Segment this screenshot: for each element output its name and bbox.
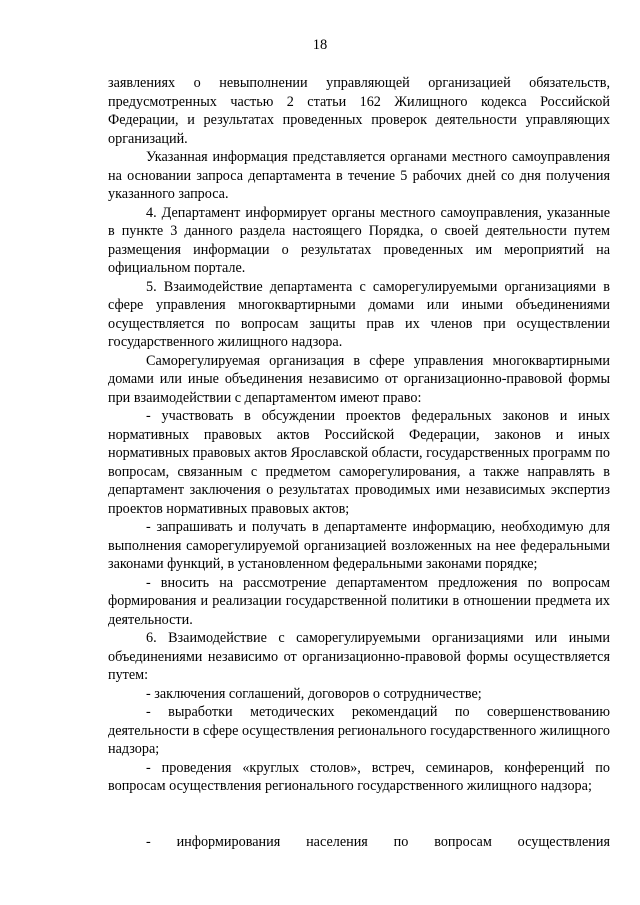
paragraph: 5. Взаимодействие департамента с саморегулируемыми организациями в сфере управления многоквартирными домами или иными объединениями осуществляется по вопросам защиты прав их членов при осуществлении государственного жилищного надзора. xyxy=(108,278,610,350)
page-number: 18 xyxy=(312,37,328,53)
paragraph: Указанная информация представляется органами местного самоуправления на основании запроса департамента в течение 5 рабочих дней со дня получения указанного запроса. xyxy=(108,149,610,202)
list-item: - вносить на рассмотрение департаментом предложения по вопросам формирования и реализации государственной политики в отношении предмета их деятельности. xyxy=(108,574,610,628)
blank-gap xyxy=(108,796,610,833)
list-item: - запрашивать и получать в департаменте информацию, необходимую для выполнения саморегулируемой организацией возложенных на нее федеральными законами функций, в установленном федеральными законами порядке; xyxy=(108,519,610,572)
paragraph: Саморегулируемая организация в сфере управления многоквартирными домами или иные объединения независимо от организационно-правовой формы при взаимодействии с департаментом имеют право: xyxy=(108,352,610,406)
list-item: - проведения «круглых столов», встреч, семинаров, конференций по вопросам осуществления регионального государственного жилищного надзора; xyxy=(108,759,610,794)
list-item: - выработки методических рекомендаций по совершенствованию деятельности в сфере осуществления регионального государственного жилищного надзора; xyxy=(108,704,610,757)
list-item: - участвовать в обсуждении проектов федеральных законов и иных нормативных правовых актов Российской Федерации, законов и иных нормативных правовых актов Ярославской области, государственных программ по вопросам, связанным с предметом саморегулирования, а также направлять в департамент заключения о результатах проводимых ими независимых экспертиз проектов нормативных правовых актов; xyxy=(108,408,610,517)
document-body xyxy=(108,74,610,851)
list-item: - информирования населения по вопросам осуществления xyxy=(146,833,610,850)
paragraph: 6. Взаимодействие с саморегулируемыми организациями или иными объединениями независимо от организационно-правовой формы осуществляется путем: xyxy=(108,630,610,683)
paragraph: заявлениях о невыполнении управляющей организацией обязательств, предусмотренных частью 2 статьи 162 Жилищного кодекса Российской Федерации, и результатах проведенных проверок деятельности управляющих организаций. xyxy=(108,75,610,147)
list-item: - заключения соглашений, договоров о сотрудничестве; xyxy=(146,685,482,702)
paragraph: 4. Департамент информирует органы местного самоуправления, указанные в пункте 3 данного раздела настоящего Порядка, о своей деятельности путем размещения информации о результатах проведенных им мероприятий на официальном портале. xyxy=(108,204,610,276)
